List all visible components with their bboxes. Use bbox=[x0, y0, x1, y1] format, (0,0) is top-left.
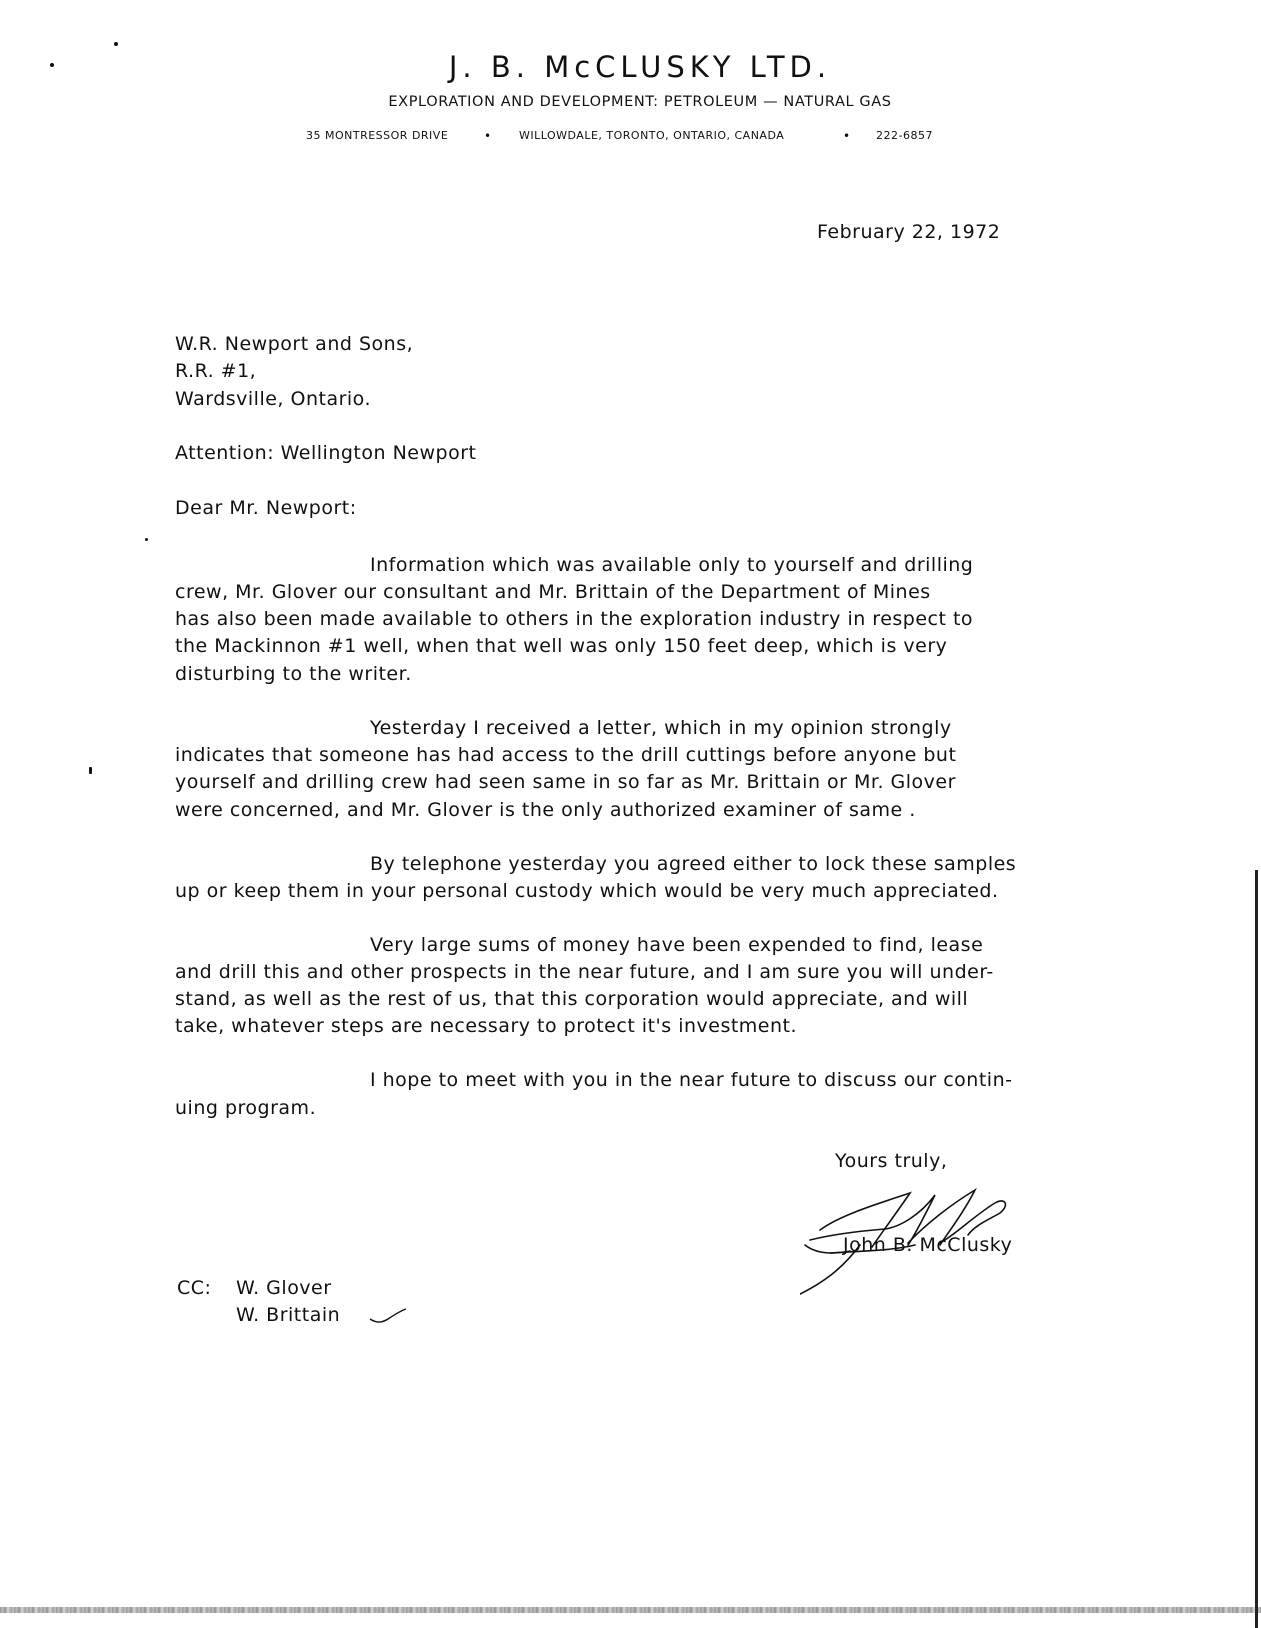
cc-recipient: W. Brittain bbox=[236, 1304, 341, 1326]
recipient-line-1: W.R. Newport and Sons, bbox=[175, 333, 414, 355]
company-name: J. B. McCLUSKY LTD. bbox=[448, 50, 832, 84]
scan-edge-right bbox=[1255, 870, 1258, 1628]
company-street: 35 MONTRESSOR DRIVE bbox=[306, 129, 449, 142]
scan-speck bbox=[89, 767, 92, 774]
paragraph-4-line: Very large sums of money have been expended to find, lease bbox=[370, 934, 984, 956]
company-city: WILLOWDALE, TORONTO, ONTARIO, CANADA bbox=[519, 129, 785, 142]
paragraph-3-line: By telephone yesterday you agreed either to lock these samples bbox=[370, 853, 1017, 875]
scan-speck bbox=[50, 63, 54, 67]
paragraph-1-line: Information which was available only to yourself and drilling bbox=[370, 554, 974, 576]
paragraph-2-line: yourself and drilling crew had seen same in so far as Mr. Brittain or Mr. Glover bbox=[175, 771, 956, 793]
paragraph-5-line: uing program. bbox=[175, 1097, 317, 1119]
company-subtitle: EXPLORATION AND DEVELOPMENT: PETROLEUM — NATURAL GAS bbox=[388, 94, 892, 110]
paragraph-5-line: I hope to meet with you in the near future to discuss our contin- bbox=[370, 1069, 1013, 1091]
paragraph-4-line: take, whatever steps are necessary to protect it's investment. bbox=[175, 1015, 798, 1037]
paragraph-1-line: disturbing to the writer. bbox=[175, 663, 412, 685]
company-phone: 222-6857 bbox=[876, 129, 933, 142]
signer-name: John B. McClusky bbox=[843, 1234, 1013, 1256]
scan-edge-bottom bbox=[0, 1607, 1261, 1613]
paragraph-2-line: Yesterday I received a letter, which in my opinion strongly bbox=[370, 717, 952, 739]
cc-label: CC: bbox=[177, 1277, 212, 1299]
paragraph-2-line: indicates that someone has had access to the drill cuttings before anyone but bbox=[175, 744, 957, 766]
attention-line: Attention: Wellington Newport bbox=[175, 442, 477, 464]
paragraph-4-line: and drill this and other prospects in the near future, and I am sure you will under- bbox=[175, 961, 994, 983]
address-separator: • bbox=[484, 129, 492, 143]
scan-speck bbox=[114, 42, 118, 46]
cc-recipient: W. Glover bbox=[236, 1277, 332, 1299]
paragraph-1-line: the Mackinnon #1 well, when that well was only 150 feet deep, which is very bbox=[175, 635, 948, 657]
recipient-line-3: Wardsville, Ontario. bbox=[175, 388, 372, 410]
scan-speck bbox=[145, 538, 148, 541]
paragraph-1-line: has also been made available to others in the exploration industry in respect to bbox=[175, 608, 974, 630]
check-mark-icon bbox=[368, 1307, 408, 1327]
paragraph-3-line: up or keep them in your personal custody which would be very much appreciated. bbox=[175, 880, 999, 902]
recipient-line-2: R.R. #1, bbox=[175, 360, 257, 382]
paragraph-1-line: crew, Mr. Glover our consultant and Mr. Brittain of the Department of Mines bbox=[175, 581, 931, 603]
address-separator: • bbox=[843, 129, 851, 143]
closing: Yours truly, bbox=[835, 1150, 948, 1172]
paragraph-2-line: were concerned, and Mr. Glover is the only authorized examiner of same . bbox=[175, 799, 916, 821]
salutation: Dear Mr. Newport: bbox=[175, 497, 357, 519]
letter-date: February 22, 1972 bbox=[817, 221, 1001, 243]
paragraph-4-line: stand, as well as the rest of us, that this corporation would appreciate, and will bbox=[175, 988, 969, 1010]
